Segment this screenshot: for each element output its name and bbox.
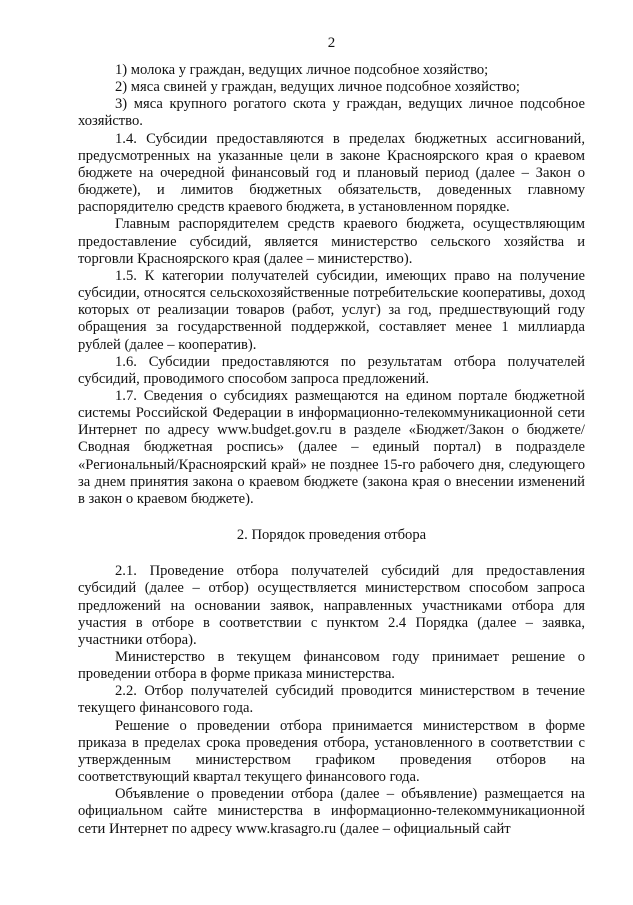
paragraph-1-6: 1.6. Субсидии предоставляются по результатам отбора получателей субсидий, проводимого способом запроса предложений. [78, 353, 585, 387]
paragraph-3-beef: 3) мяса крупного рогатого скота у граждан, ведущих личное подсобное хозяйство. [78, 96, 585, 130]
paragraph-1-4: 1.4. Субсидии предоставляются в пределах бюджетных ассигнований, предусмотренных на указанные цели в законе Красноярского края о краевом бюджете на очередной финансовый год и плановый период (далее – Закон о бюджете), и лимитов бюджетных обязательств, доведенных главному распорядителю средств краевого бюджета, в установленном порядке. [78, 130, 585, 216]
paragraph-1-7: 1.7. Сведения о субсидиях размещаются на едином портале бюджетной системы Российской Федерации в информационно-телекоммуникационной сети Интернет по адресу www.budget.gov.ru в разделе «Бюджет/Закон о бюджете/Сводная бюджетная роспись» (далее – единый портал) в подразделе «Региональный/Красноярский край» не позднее 15-го рабочего дня, следующего за днем принятия закона о краевом бюджете (закона края о внесении изменений в закон о краевом бюджете). [78, 387, 585, 507]
paragraph-announcement: Объявление о проведении отбора (далее – объявление) размещается на официальном сайте министерства в информационно-телекоммуникационной сети Интернет по адресу www.krasagro.ru (далее – официальный сайт [78, 786, 585, 837]
section-heading: 2. Порядок проведения отбора [236, 527, 427, 544]
paragraph-selection-decision: Решение о проведении отбора принимается министерством в форме приказа в пределах срока проведения отбора, установленного в соответствии с утвержденным министерством графиком проведения отборов на соответствующий квартал текущего финансового года. [78, 717, 585, 786]
page-number: 2 [327, 35, 336, 51]
paragraph-1-5: 1.5. К категории получателей субсидии, имеющих право на получение субсидии, относятся сельскохозяйственные потребительские кооперативы, доход которых от реализации товаров (работ, услуг) за год, предшествующий году обращения за государственной поддержкой, составляет менее 1 миллиарда рублей (далее – кооператив). [78, 267, 585, 353]
paragraph-2-pork: 2) мяса свиней у граждан, ведущих личное подсобное хозяйство; [115, 79, 520, 96]
paragraph-ministry-decision: Министерство в текущем финансовом году принимает решение о проведении отбора в форме приказа министерства. [78, 649, 585, 683]
paragraph-2-1: 2.1. Проведение отбора получателей субсидий для предоставления субсидий (далее – отбор) осуществляется министерством способом запроса предложений на основании заявок, направленных участниками отбора для участия в отборе в соответствии с пунктом 2.4 Порядка (далее – заявка, участники отбора). [78, 563, 585, 648]
paragraph-2-2: 2.2. Отбор получателей субсидий проводится министерством в течение текущего финансового года. [78, 683, 585, 717]
paragraph-main-administrator: Главным распорядителем средств краевого бюджета, осуществляющим предоставление субсидий, является министерство сельского хозяйства и торговли Красноярского края (далее – министерство). [78, 216, 585, 267]
paragraph-1-milk: 1) молока у граждан, ведущих личное подсобное хозяйство; [115, 62, 489, 78]
